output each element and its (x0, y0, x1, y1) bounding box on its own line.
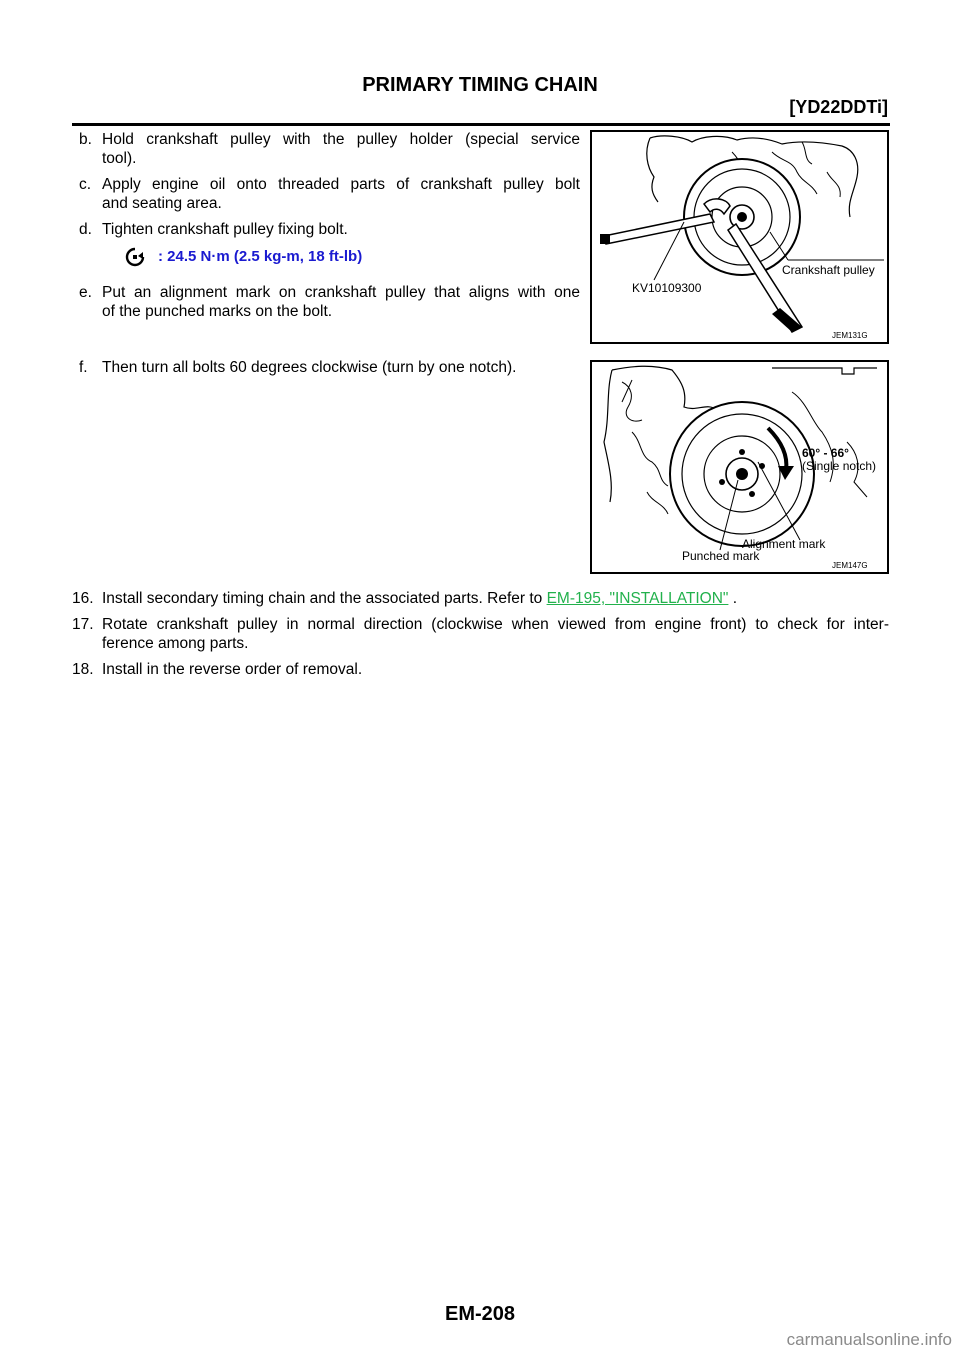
step-b (79, 130, 579, 170)
page-number: EM-208 (444, 1303, 516, 1325)
step-17 (72, 615, 892, 655)
torque-spec: : 24.5 N·m (2.5 kg-m, 18 ft-lb) (158, 248, 363, 265)
step-e (79, 283, 579, 323)
step-f (79, 358, 579, 378)
step-text: Put an alignment mark on crankshaft pulley that aligns with one (102, 284, 580, 301)
step-label: 18. (72, 661, 94, 678)
step-c (79, 175, 579, 215)
engine-code: [YD22DDTi] (789, 97, 888, 117)
step-text: Install in the reverse order of removal. (102, 661, 363, 678)
figure-crankshaft-pulley-holder (590, 130, 889, 344)
page-title: PRIMARY TIMING CHAIN (362, 74, 598, 96)
header-rule (72, 123, 890, 126)
step-label: c. (79, 176, 92, 193)
step-text-after: . (728, 590, 738, 607)
step-text: Hold crankshaft pulley with the pulley holder (special service (102, 131, 580, 148)
step-18 (72, 660, 892, 680)
tool-number-label: KV10109300 (632, 281, 702, 295)
step-d (79, 220, 579, 240)
rotation-angle-label: 60° - 66° (802, 446, 849, 460)
step-label: b. (79, 131, 92, 148)
punched-mark-label: Punched mark (682, 549, 760, 563)
step-label: f. (79, 359, 88, 376)
alignment-mark-label: Alignment mark (742, 537, 826, 551)
crankshaft-pulley-label: Crankshaft pulley (782, 263, 875, 277)
figure-2-illustration (592, 362, 887, 572)
step-text-before: Install secondary timing chain and the associated parts. Refer to (102, 590, 547, 607)
step-label: e. (79, 284, 92, 301)
single-notch-label: (Single notch) (802, 459, 877, 473)
step-text-cont: of the punched marks on the bolt. (102, 303, 333, 320)
step-text: Tighten crankshaft pulley fixing bolt. (102, 221, 348, 238)
figure-pulley-alignment-mark (590, 360, 889, 574)
step-text-cont: and seating area. (102, 195, 222, 212)
step-text (102, 589, 737, 608)
step-16 (72, 589, 892, 609)
step-text-cont: ference among parts. (102, 635, 249, 652)
step-label: 17. (72, 616, 94, 633)
step-text: Apply engine oil onto threaded parts of crankshaft pulley bolt (102, 176, 580, 193)
torque-wrench-icon (124, 246, 146, 268)
step-text: Rotate crankshaft pulley in normal direction (clockwise when viewed from engine front) to check for inter- (102, 616, 889, 633)
figure-code: JEM147G (832, 561, 868, 570)
figure-1-illustration (592, 132, 887, 342)
site-watermark: carmanualsonline.info (786, 1330, 952, 1349)
figure-code: JEM131G (832, 331, 868, 340)
installation-reference-link[interactable]: EM-195, "INSTALLATION" (546, 590, 729, 607)
step-text-cont: tool). (102, 150, 137, 167)
step-label: 16. (72, 590, 94, 607)
step-text: Then turn all bolts 60 degrees clockwise (turn by one notch). (102, 359, 517, 376)
step-label: d. (79, 221, 92, 238)
